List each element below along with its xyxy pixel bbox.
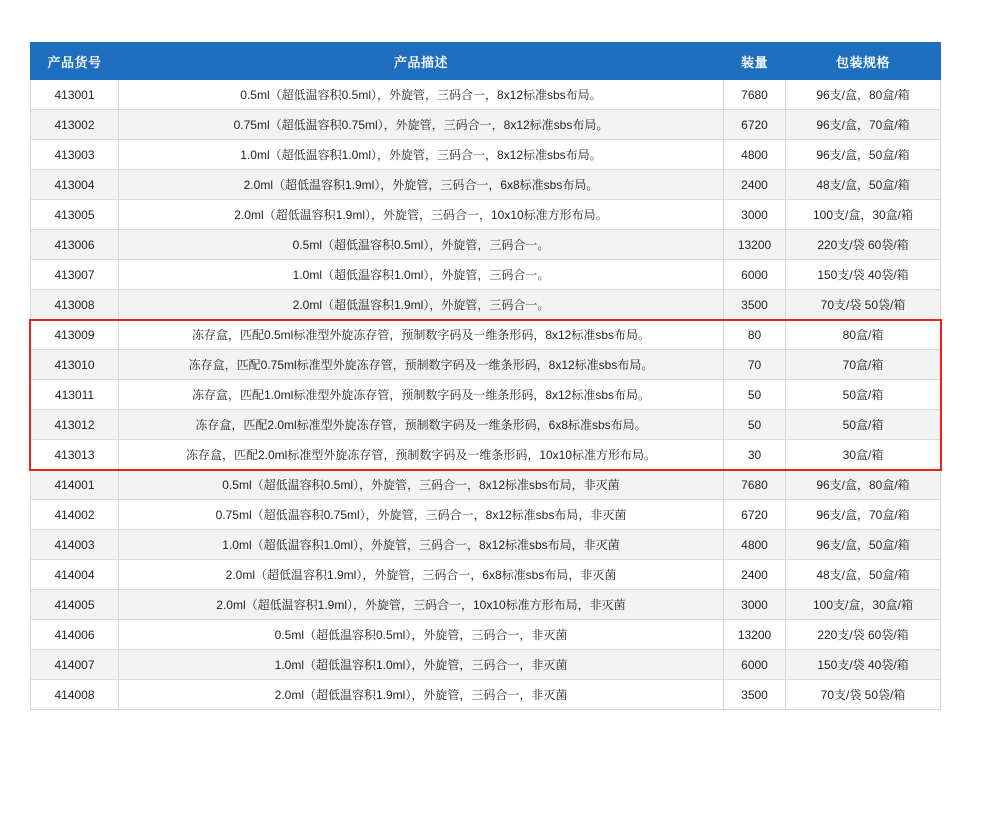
table-row [31, 170, 941, 200]
cell-quantity: 30 [724, 440, 786, 470]
cell-product-code: 413005 [31, 200, 119, 230]
table-row [31, 80, 941, 110]
table-header [31, 43, 941, 80]
column-header-packaging: 包装规格 [786, 43, 941, 80]
table-row [31, 530, 941, 560]
cell-product-description: 0.5ml（超低温容积0.5ml），外旋管，三码合一，非灭菌 [119, 620, 724, 650]
table-row [31, 440, 941, 470]
cell-quantity: 2400 [724, 170, 786, 200]
table-row [31, 380, 941, 410]
cell-product-description: 1.0ml（超低温容积1.0ml），外旋管，三码合一，非灭菌 [119, 650, 724, 680]
cell-product-description: 0.75ml（超低温容积0.75ml），外旋管，三码合一，8x12标准sbs布局。 [119, 110, 724, 140]
cell-packaging: 50盒/箱 [786, 380, 941, 410]
table-row [31, 260, 941, 290]
table-row [31, 410, 941, 440]
cell-quantity: 6000 [724, 650, 786, 680]
cell-quantity: 50 [724, 380, 786, 410]
cell-packaging: 220支/袋 60袋/箱 [786, 620, 941, 650]
cell-packaging: 30盒/箱 [786, 440, 941, 470]
cell-quantity: 7680 [724, 80, 786, 110]
cell-product-code: 413004 [31, 170, 119, 200]
cell-product-code: 413013 [31, 440, 119, 470]
cell-quantity: 6720 [724, 110, 786, 140]
cell-packaging: 150支/袋 40袋/箱 [786, 650, 941, 680]
cell-product-description: 1.0ml（超低温容积1.0ml），外旋管，三码合一，8x12标准sbs布局。 [119, 140, 724, 170]
cell-product-description: 1.0ml（超低温容积1.0ml），外旋管，三码合一。 [119, 260, 724, 290]
cell-quantity: 3500 [724, 290, 786, 320]
table-row [31, 560, 941, 590]
cell-product-description: 冻存盒，匹配0.5ml标准型外旋冻存管，预制数字码及一维条形码，8x12标准sbs布局。 [119, 320, 724, 350]
cell-product-code: 413012 [31, 410, 119, 440]
table-row [31, 290, 941, 320]
table-row [31, 230, 941, 260]
cell-product-code: 414006 [31, 620, 119, 650]
cell-product-description: 冻存盒，匹配2.0ml标准型外旋冻存管，预制数字码及一维条形码，10x10标准方形布局。 [119, 440, 724, 470]
table-row [31, 350, 941, 380]
cell-packaging: 70盒/箱 [786, 350, 941, 380]
cell-quantity: 6000 [724, 260, 786, 290]
table-row [31, 680, 941, 710]
cell-packaging: 100支/盒，30盒/箱 [786, 590, 941, 620]
cell-product-description: 2.0ml（超低温容积1.9ml），外旋管，三码合一，10x10标准方形布局，非灭菌 [119, 590, 724, 620]
cell-quantity: 6720 [724, 500, 786, 530]
cell-quantity: 7680 [724, 470, 786, 500]
cell-product-code: 413003 [31, 140, 119, 170]
table-row [31, 200, 941, 230]
cell-packaging: 50盒/箱 [786, 410, 941, 440]
table-row [31, 470, 941, 500]
cell-product-description: 2.0ml（超低温容积1.9ml），外旋管，三码合一，6x8标准sbs布局。 [119, 170, 724, 200]
column-header-product-code: 产品货号 [31, 43, 119, 80]
cell-product-description: 2.0ml（超低温容积1.9ml），外旋管，三码合一，10x10标准方形布局。 [119, 200, 724, 230]
cell-packaging: 96支/盒，50盒/箱 [786, 140, 941, 170]
cell-product-code: 414003 [31, 530, 119, 560]
column-header-product-description: 产品描述 [119, 43, 724, 80]
cell-quantity: 13200 [724, 620, 786, 650]
cell-product-description: 冻存盒，匹配0.75ml标准型外旋冻存管，预制数字码及一维条形码，8x12标准sbs布局。 [119, 350, 724, 380]
cell-product-code: 414001 [31, 470, 119, 500]
cell-product-description: 0.5ml（超低温容积0.5ml），外旋管，三码合一，8x12标准sbs布局。 [119, 80, 724, 110]
cell-product-description: 0.5ml（超低温容积0.5ml），外旋管，三码合一，8x12标准sbs布局，非灭菌 [119, 470, 724, 500]
cell-product-code: 413002 [31, 110, 119, 140]
cell-quantity: 13200 [724, 230, 786, 260]
cell-packaging: 100支/盒，30盒/箱 [786, 200, 941, 230]
cell-product-description: 冻存盒，匹配2.0ml标准型外旋冻存管，预制数字码及一维条形码，6x8标准sbs布局。 [119, 410, 724, 440]
table-row [31, 500, 941, 530]
cell-product-code: 413006 [31, 230, 119, 260]
cell-quantity: 3000 [724, 200, 786, 230]
cell-packaging: 80盒/箱 [786, 320, 941, 350]
cell-product-code: 414007 [31, 650, 119, 680]
cell-product-code: 413001 [31, 80, 119, 110]
cell-packaging: 96支/盒，80盒/箱 [786, 470, 941, 500]
cell-product-code: 414004 [31, 560, 119, 590]
product-table-container [30, 42, 940, 710]
cell-packaging: 70支/袋 50袋/箱 [786, 290, 941, 320]
cell-product-description: 0.5ml（超低温容积0.5ml），外旋管，三码合一。 [119, 230, 724, 260]
cell-quantity: 4800 [724, 140, 786, 170]
cell-packaging: 96支/盒，80盒/箱 [786, 80, 941, 110]
cell-product-description: 冻存盒，匹配1.0ml标准型外旋冻存管，预制数字码及一维条形码，8x12标准sbs布局。 [119, 380, 724, 410]
cell-packaging: 48支/盒，50盒/箱 [786, 170, 941, 200]
cell-product-code: 413010 [31, 350, 119, 380]
table-header-row [31, 43, 941, 80]
cell-quantity: 70 [724, 350, 786, 380]
table-body [31, 80, 941, 710]
cell-product-code: 413009 [31, 320, 119, 350]
cell-packaging: 70支/袋 50袋/箱 [786, 680, 941, 710]
cell-quantity: 3500 [724, 680, 786, 710]
cell-product-code: 414005 [31, 590, 119, 620]
cell-product-description: 2.0ml（超低温容积1.9ml），外旋管，三码合一。 [119, 290, 724, 320]
cell-packaging: 96支/盒，70盒/箱 [786, 500, 941, 530]
cell-packaging: 220支/袋 60袋/箱 [786, 230, 941, 260]
cell-product-code: 414002 [31, 500, 119, 530]
table-row [31, 320, 941, 350]
cell-quantity: 50 [724, 410, 786, 440]
cell-packaging: 96支/盒，50盒/箱 [786, 530, 941, 560]
cell-quantity: 4800 [724, 530, 786, 560]
cell-product-description: 1.0ml（超低温容积1.0ml），外旋管，三码合一，8x12标准sbs布局，非灭菌 [119, 530, 724, 560]
table-row [31, 620, 941, 650]
cell-product-code: 413007 [31, 260, 119, 290]
cell-product-description: 0.75ml（超低温容积0.75ml），外旋管，三码合一，8x12标准sbs布局，非灭菌 [119, 500, 724, 530]
table-row [31, 590, 941, 620]
table-row [31, 140, 941, 170]
cell-quantity: 2400 [724, 560, 786, 590]
cell-product-code: 414008 [31, 680, 119, 710]
table-row [31, 650, 941, 680]
cell-packaging: 48支/盒，50盒/箱 [786, 560, 941, 590]
column-header-quantity: 装量 [724, 43, 786, 80]
cell-packaging: 150支/袋 40袋/箱 [786, 260, 941, 290]
cell-product-code: 413008 [31, 290, 119, 320]
cell-product-description: 2.0ml（超低温容积1.9ml），外旋管，三码合一，非灭菌 [119, 680, 724, 710]
product-table [30, 42, 941, 710]
cell-packaging: 96支/盒，70盒/箱 [786, 110, 941, 140]
cell-quantity: 3000 [724, 590, 786, 620]
cell-quantity: 80 [724, 320, 786, 350]
cell-product-description: 2.0ml（超低温容积1.9ml），外旋管，三码合一，6x8标准sbs布局，非灭菌 [119, 560, 724, 590]
table-row [31, 110, 941, 140]
cell-product-code: 413011 [31, 380, 119, 410]
